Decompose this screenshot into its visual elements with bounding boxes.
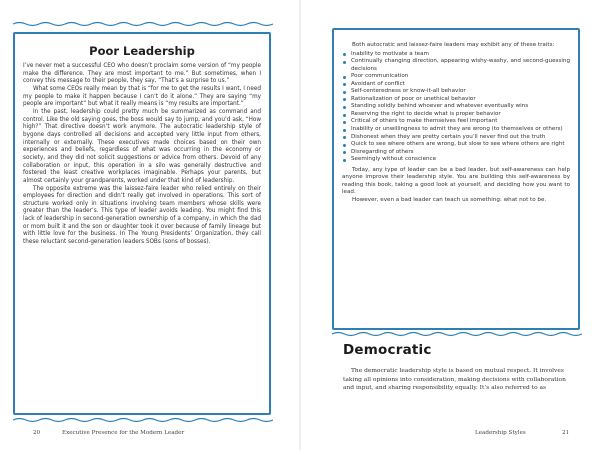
sidebar-box-continued xyxy=(332,28,580,330)
paragraph: The democratic leadership style is based on mutual respect. It involves taking all opinions into consideration, making decisions with collaboration and input, and sharing responsibility equally. It’s also referred to as xyxy=(343,368,566,392)
list-item: Quick to see where others are wrong, but slow to see where others are right xyxy=(342,141,570,149)
wave-divider-bottom xyxy=(13,417,273,423)
traits-intro: Both autocratic and laissez-faire leaders may exhibit any of these traits: xyxy=(352,42,555,48)
list-item: Poor communication xyxy=(342,73,570,81)
wave-divider-bottom xyxy=(332,331,582,337)
running-title: Executive Presence for the Modern Leader xyxy=(62,430,185,436)
list-item: Rationalization of poor or unethical behavior xyxy=(342,96,570,104)
list-item: Disregarding of others xyxy=(342,149,570,157)
list-item: Inability or unwillingness to admit they are wrong (to themselves or others) xyxy=(342,126,570,134)
section-body xyxy=(343,367,578,393)
paragraph: What some CEOs really mean by that is “for me to get the results I want, I need my people to make it happen because I can’t do it alone.” They are saying “my people are important” but what it really means is “my results are important.” xyxy=(23,85,261,108)
list-item: Standing solidly behind whoever and whatever eventually wins xyxy=(342,103,570,111)
page-number: 20 xyxy=(33,430,41,436)
list-item: Dishonest when they are pretty certain you’ll never find out the truth xyxy=(342,134,570,142)
list-item: Self-centeredness or know-it-all behavior xyxy=(342,88,570,96)
wave-divider-top xyxy=(13,21,273,27)
paragraph: Today, any type of leader can be a bad leader, but self-awareness can help anyone improve their leadership style. You are building this self-awareness by reading this book, taking a good look at yourself, and deciding how you want to lead. xyxy=(342,166,570,196)
sidebar-title: Poor Leadership xyxy=(89,44,195,58)
traits-list xyxy=(342,51,570,164)
paragraph: I’ve never met a successful CEO who doesn’t proclaim some version of “my people make the difference. They are most important to me.” But sometimes, when I convey this message to their people, they say, “That’s a surprise to us.” xyxy=(23,63,261,85)
list-item: Reserving the right to decide what is proper behavior xyxy=(342,111,570,119)
sidebar-body xyxy=(23,63,261,247)
paragraph: The opposite extreme was the laissez-faire leader who relied entirely on their employees for direction and didn’t really get involved in operations. This sort of structure worked only in situations involving team members whose skills were greater than the leader’s. This type of leader avoids leading. You might find this lack of leadership in second-generation ownership of a company, in which the dad or mom built it and the son or daughter took it over because of family lineage but with little love for the business. In The Young Presidents’ Organization, they call these reluctant second-generation leaders SOBs (sons of bosses). xyxy=(23,185,261,246)
right-page xyxy=(300,0,600,450)
list-item: Continually changing direction, appearing wishy-washy, and second-guessing decisions xyxy=(342,58,570,73)
sidebar-box xyxy=(13,32,271,415)
paragraph: In the past, leadership could pretty much be summarized as command and control. Like the old saying goes, the boss would say to jump, and you’d ask, “How high?” That directive doesn’t work anymore. The autocratic leadership style of bygone days controlled all decisions and accepted very little input from others, internally or externally. These executives made choices based on their own experiences and beliefs, regardless of what was occurring in the economy or society, and they did not solicit suggestions or advice from others. Devoid of any collaboration or input, this operation in a silo was generally destructive and fostered the least creative workplaces imaginable. Perhaps your parents, but almost certainly your grandparents, worked under that kind of leadership. xyxy=(23,108,261,184)
paragraph: However, even a bad leader can teach us something: what not to be. xyxy=(352,196,547,203)
list-item: Avoidant of conflict xyxy=(342,81,570,89)
list-item: Inability to motivate a team xyxy=(342,51,570,59)
sidebar-body xyxy=(342,42,570,204)
page-number: 21 xyxy=(562,430,570,436)
list-item: Seemingly without conscience xyxy=(342,156,570,164)
list-item: Critical of others to make themselves feel important xyxy=(342,118,570,126)
section-title: Democratic xyxy=(343,342,432,358)
running-title: Leadership Styles xyxy=(475,430,526,436)
